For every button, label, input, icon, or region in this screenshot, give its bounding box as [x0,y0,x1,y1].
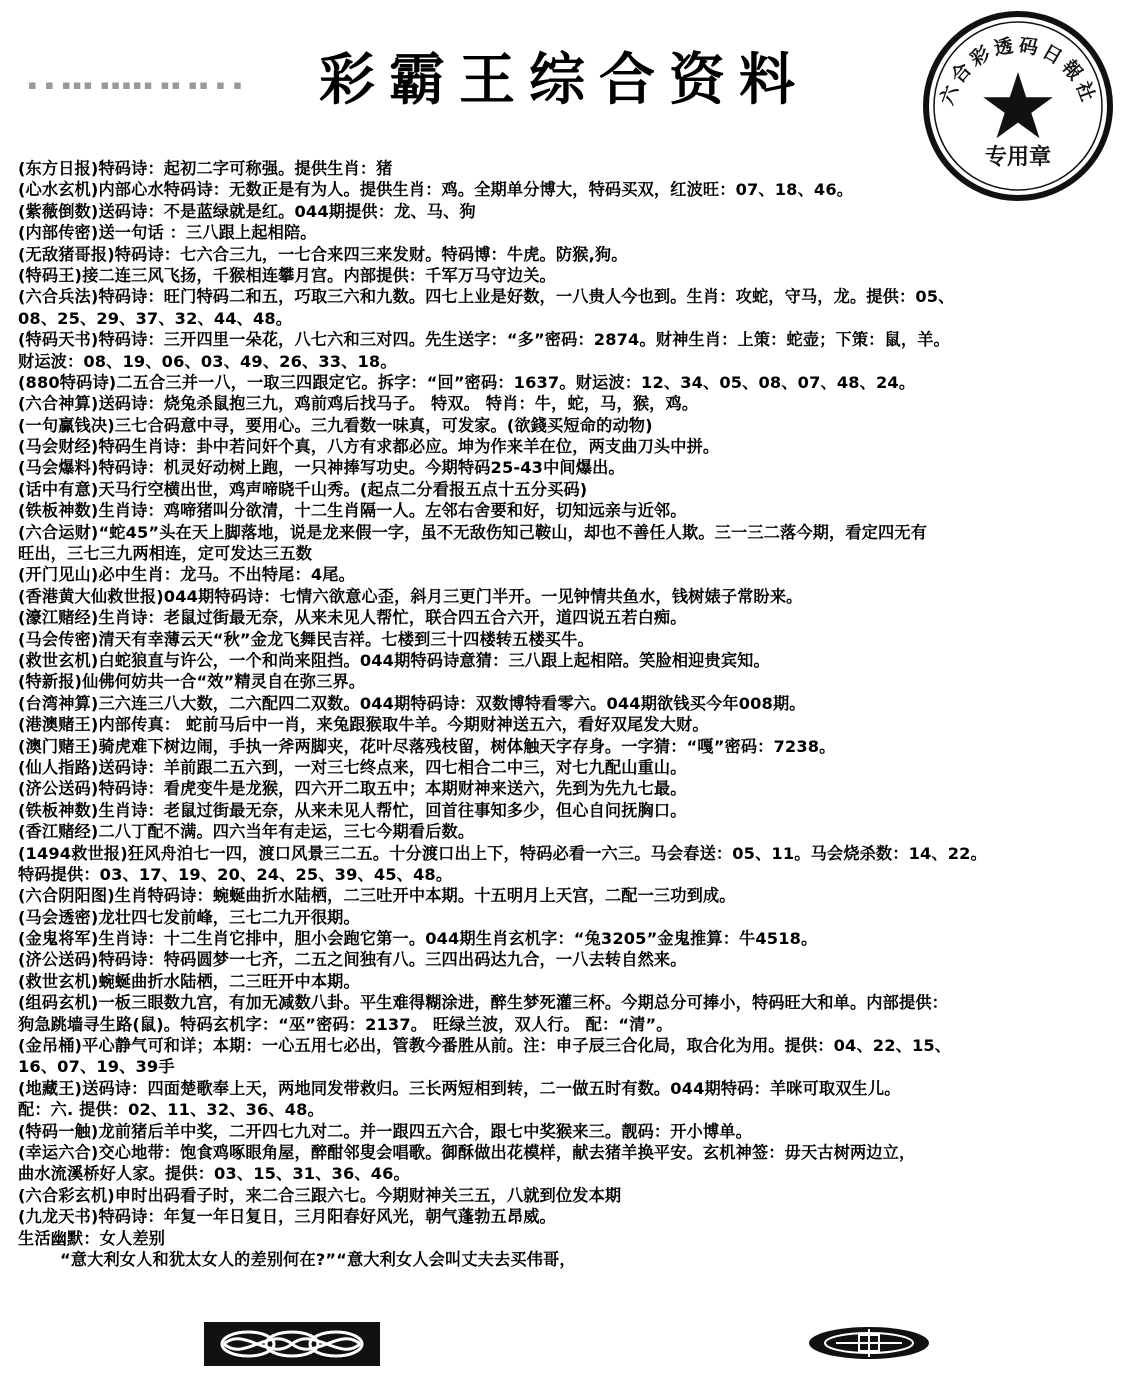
text-line: (特码天书)特码诗：三开四里一朵花，八七六和三对四。先生送字：“多”密码：2874。财神生肖：上策：蛇壶；下策：鼠，羊。 [18,330,950,350]
text-line: (铁板神数)生肖诗：老鼠过街最无奈，从来未见人帮忙，回首往事知多少，但心自问抚胸口。 [18,800,687,820]
text-line: (港澳赌王)内部传真： 蛇前马后中一肖，来兔跟猴取牛羊。今期财神送五六，看好双尾发大财。 [18,715,709,735]
text-line: 生活幽默：女人差别 [18,1228,166,1248]
text-line: 财运波：08、19、06、03、49、26、33、18。 [18,351,397,371]
text-line: (心水玄机)内部心水特码诗：无数正是有为人。提供生肖：鸡。全期单分博大，特码买双，红波旺：07、18、46。 [18,180,854,200]
text-line: (香江赌经)二八丁配不满。四六当年有走运，三七今期看后数。 [18,822,475,842]
document-body [18,158,1122,1270]
text-line: (特码王)接二连三风飞扬，千猴相连攀月宫。内部提供：千军万马守边关。 [18,265,556,285]
text-line: 特码提供：03、17、19、20、24、25、39、45、48。 [18,864,453,884]
text-line: (地藏王)送码诗：四面楚歌奉上天，两地同发带救归。三长两短相到转，二一做五时有数。044期特码：羊咪可取双生儿。 [18,1078,901,1098]
text-line: 旺出，三七三九两相连，定可发达三五数 [18,544,313,564]
text-line: 16、07、19、39手 [18,1057,175,1077]
text-line: (开门见山)必中生肖：龙马。不出特尾：4尾。 [18,565,355,585]
text-line: (1494救世报)狂风舟泊七一四，渡口风景三二五。十分渡口出上下，特码必看一六三。马会春送：05、11。马会烧杀数：14、22。 [18,843,987,863]
text-line: (仙人指路)送码诗：羊前跟二五六到，一对三七终点来，四七相合二中三，对七九配山重山。 [18,757,687,777]
seal-arc-text: 六合彩透码日報社 [936,34,1100,109]
text-line: 配：六. 提供：02、11、32、36、48。 [18,1100,324,1120]
text-line: (六合彩玄机)申时出码看子时，来二合三跟六七。今期财神关三五，八就到位发本期 [18,1185,622,1205]
text-line: (金鬼将军)生肖诗：十二生肖它排中，胆小会跑它第一。044期生肖玄机字：“兔3205”金鬼推算：牛4518。 [18,929,818,949]
text-line: (话中有意)天马行空横出世，鸡声啼晓千山秀。(起点二分看报五点十五分买码) [18,479,588,499]
text-line: (紫薇倒数)送码诗：不是蓝绿就是红。044期提供：龙、马、狗 [18,201,476,221]
text-line: (九龙天书)特码诗：年复一年日复日，三月阳春好风光，朝气蓬勃五昂威。 [18,1207,556,1227]
text-line: (组码玄机)一板三眼数九宫，有加无减数八卦。平生难得糊涂进，醉生梦死灌三杯。今期总分可捧小，特码旺大和单。内部提供： [18,993,948,1013]
text-line: 曲水流溪桥好人家。提供：03、15、31、36、46。 [18,1164,410,1184]
page-title: 彩霸王综合资料 [319,47,809,113]
text-line: (内部传密)送一句话 ：三八跟上起相陪。 [18,223,317,243]
text-line: 08、25、29、37、32、44、48。 [18,308,293,328]
star-icon [983,72,1053,138]
text-line: (香港黄大仙救世报)044期特码诗：七情六欲意心歪，斜月三更门半开。一见钟情共鱼水，钱树婊子常盼来。 [18,586,803,606]
text-line: (880特码诗)二五合三并一八，一取三四跟定它。拆字：“回”密码：1637。财运波：12、34、05、08、07、48、24。 [18,372,916,392]
text-line: (马会爆料)特码诗：机灵好动树上跑，一只神捧写功史。今期特码25-43中间爆出。 [18,458,625,478]
text-line: (救世玄机)白蛇狼直与许公，一个和尚来阻挡。044期特码诗意猜：三八跟上起相陪。笑脸相迎贵宾知。 [18,650,770,670]
text-line: (特码一触)龙前猪后羊中奖，二开四七九对二。并一跟四五六合，跟七中奖猴来三。靓码：开小博单。 [18,1121,752,1141]
text-line: (马会财经)特码生肖诗：卦中若问奸个真，八方有求都必应。坤为作来羊在位，两支曲刀头中拼。 [18,437,720,457]
scan-smudge: ▪ ▪ ▪▪▪ ▪▪▪▪▪ ▪▪ ▪▪ ▪ ▪ [28,78,244,93]
text-line: (幸运六合)交心地带：饱食鸡啄眼角屋，醉酣邻叟会唱歌。御酥做出花模样，献去猪羊换平安。玄机神签：毋天古树两边立， [18,1142,916,1162]
text-line: (济公送码)特码诗：特码圆梦一七齐，二五之间独有八。三四出码达九合，一八去转自然来。 [18,950,687,970]
text-line: (救世玄机)蜿蜒曲折水陆栖，二三旺开中本期。 [18,971,360,991]
text-line: (六合兵法)特码诗：旺门特码二和五，巧取三六和九数。四七上业是好数，一八贵人今也到。生肖：攻蛇，守马，龙。提供：05、 [18,287,955,307]
decorative-knot-ornament [204,1322,380,1366]
text-line: (马会传密)清天有幸薄云天“秋”金龙飞舞民吉祥。七楼到三十四楼转五楼买牛。 [18,629,594,649]
text-line: (一句赢钱决)三七合码意中寻，要用心。三九看数一味真，可发家。(欲錢买短命的动物) [18,415,653,435]
text-line: (济公送码)特码诗：看虎变牛是龙猴，四六开二取五中；本期财神来送六，先到为先九七最。 [18,779,687,799]
text-line: (六合运财)“蛇45”头在天上脚落地，说是龙来假一字，虽不无敌伤知己鞍山，却也不善任人欺。三一三二落今期，看定四无有 [18,522,928,542]
text-line: (六合神算)送码诗：烧兔杀鼠抱三九，鸡前鸡后找马子。 特双。 特肖：牛，蛇，马，猴，鸡。 [18,394,699,414]
text-line: (金吊桶)平心静气可和详；本期：一心五用七必出，管教今番胜从前。注：申子辰三合化局，取合化为用。提供：04、22、15、 [18,1036,952,1056]
text-line: (马会透密)龙壮四七发前峰，三七二九开很期。 [18,907,360,927]
text-line: (六合阴阳图)生肖特码诗：蜿蜒曲折水陆栖，二三吐开中本期。十五明月上天宫，二配一三功到成。 [18,886,736,906]
decorative-coin-ornament [806,1325,932,1361]
text-line: (澳门赌王)骑虎难下树边闹，手执一斧两脚夹，花叶尽落残枝留，树体触天字存身。一字猜：“嘎”密码：7238。 [18,736,836,756]
text-line: (铁板神数)生肖诗：鸡啼猪叫分欲清，十二生肖隔一人。左邻右舍要和好，切知远亲与近邻。 [18,501,687,521]
text-line: (特新报)仙佛何妨共一合“效”精灵自在弥三界。 [18,672,366,692]
text-line: (东方日报)特码诗：起初二字可称强。提供生肖：猪 [18,159,393,178]
seal-label: 专用章 [984,145,1052,170]
text-line: “意大利女人和犹太女人的差别何在?”“意大利女人会叫丈夫去买伟哥， [60,1249,576,1269]
text-line: 狗急跳墙寻生路(鼠)。特码玄机字：“巫”密码：2137。 旺绿兰波，双人行。 配：“清”。 [18,1014,673,1034]
text-line: (无敌猪哥报)特码诗：七六合三九，一七合来四三来发财。特码博：牛虎。防猴,狗。 [18,244,628,264]
text-line: (濠江赌经)生肖诗：老鼠过街最无奈，从来未见人帮忙，联合四五合六开，道四说五若白痴。 [18,608,687,628]
text-line: (台湾神算)三六连三八大数，二六配四二双数。044期特码诗：双数博特看零六。044期欲钱买今年008期。 [18,693,806,713]
